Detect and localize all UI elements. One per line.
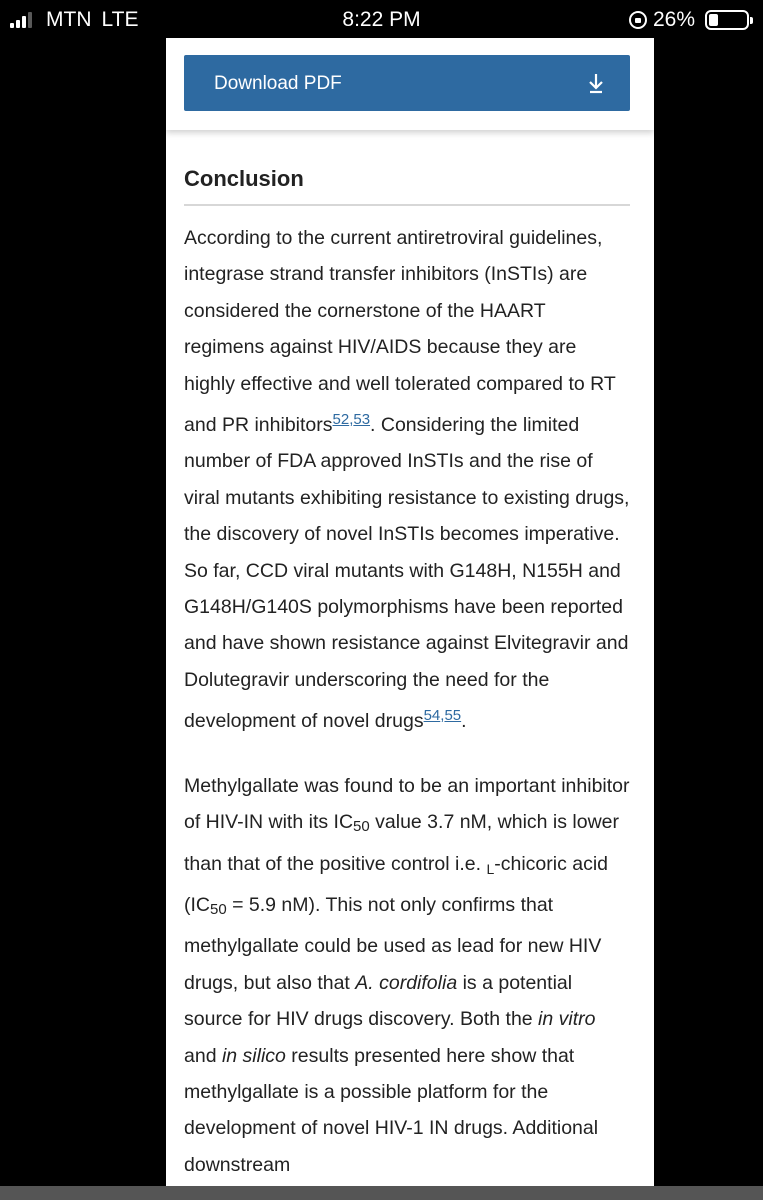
- ref-separator: ,: [349, 411, 354, 429]
- network-type: LTE: [101, 8, 139, 31]
- paragraph-1: [184, 220, 630, 740]
- paragraph-2: [184, 768, 630, 1183]
- l-prefix: L: [486, 860, 495, 877]
- ref-separator-2: ,: [440, 707, 445, 725]
- status-bar: [0, 0, 763, 40]
- reference-link-52[interactable]: 52: [332, 411, 350, 429]
- status-time: 8:22 PM: [342, 8, 421, 31]
- article-content: [184, 166, 630, 1183]
- download-arrow-icon: [586, 70, 606, 96]
- species-name: A. cordifolia: [355, 971, 458, 994]
- p1-text-a: According to the current antiretroviral guidelines, integrase strand transfer inhibitors (InSTIs) are considered the cornerstone of the HAART regimens against HIV/AIDS because they are highly effective and well tolerated compared to RT and PR inhibitors: [184, 227, 616, 437]
- download-bar: [166, 38, 654, 130]
- p2-text-e: is a potential source for HIV drugs discovery. Both the: [184, 971, 573, 1031]
- section-heading: Conclusion: [184, 166, 630, 206]
- battery-fill: [709, 14, 718, 26]
- reference-link-55[interactable]: 55: [444, 707, 462, 725]
- p2-text-a: Methylgallate was found to be an important inhibitor of HIV-IN with its IC: [184, 774, 630, 834]
- orientation-lock-icon: [629, 11, 647, 29]
- in-vitro-text: in vitro: [538, 1008, 596, 1031]
- p2-text-g: results presented here show that methylgallate is a possible platform for the development of novel HIV-1 IN drugs. Additional downstream: [184, 1044, 599, 1176]
- article-panel: [166, 38, 654, 1198]
- reference-link-53[interactable]: 53: [353, 411, 371, 429]
- p2-text-f: and: [184, 1044, 222, 1067]
- p2-text-d: = 5.9 nM). This not only confirms that methylgallate could be used as lead for new HIV drugs, but also that: [184, 893, 602, 994]
- p1-text-c: .: [461, 710, 467, 733]
- in-silico-text: in silico: [221, 1044, 286, 1067]
- p1-text-b: . Considering the limited number of FDA approved InSTIs and the rise of viral mutants exhibiting resistance to existing drugs, the discovery of novel InSTIs becomes imperative. So far, CCD viral mutants with G148H, N155H and G148H/G140S polymorphisms have been reported and have shown resistance against Elvitegravir and Dolutegravir underscoring the need for the development of novel drugs: [184, 414, 630, 733]
- p2-text-c: -chicoric acid (IC: [184, 852, 609, 916]
- battery-icon: [705, 10, 749, 30]
- ic50-subscript-2: 50: [210, 900, 227, 918]
- bottom-toolbar-edge: [0, 1186, 763, 1200]
- download-pdf-button[interactable]: [184, 55, 630, 111]
- download-pdf-label: Download PDF: [214, 73, 342, 94]
- battery-percent: 26%: [652, 8, 695, 31]
- status-right: [629, 8, 749, 32]
- reference-link-54[interactable]: 54: [423, 707, 441, 725]
- p2-text-b: value 3.7 nM, which is lower than that of the positive control i.e.: [184, 811, 620, 875]
- ic50-subscript: 50: [353, 818, 370, 836]
- carrier-name: MTN: [46, 8, 92, 31]
